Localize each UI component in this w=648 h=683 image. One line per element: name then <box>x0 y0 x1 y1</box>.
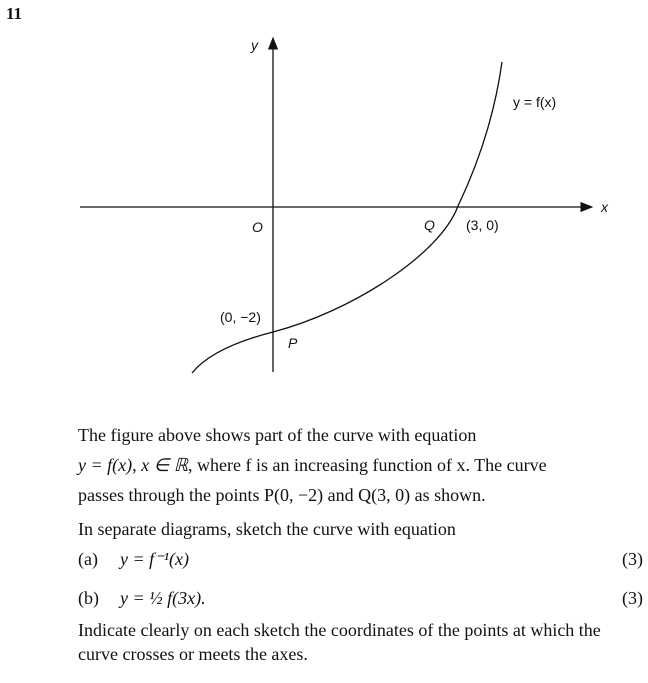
point-p-label: P <box>288 335 298 351</box>
part-a-expression: y = f⁻¹(x) <box>120 549 190 569</box>
part-a <box>78 544 643 574</box>
x-axis-label: x <box>601 199 608 215</box>
question-paragraph-3: Indicate clearly on each sketch the coordinates of the points at which the curve crosses or meets the axes. <box>78 620 601 664</box>
paragraph-1-line-2 <box>78 450 638 480</box>
origin-label: O <box>252 219 263 235</box>
question-paragraph-2: In separate diagrams, sketch the curve with equation <box>78 519 456 539</box>
part-a-marks: (3) <box>622 549 643 569</box>
point-q-coords: (3, 0) <box>466 217 499 233</box>
question-number: 11 <box>6 4 23 23</box>
y-axis-label: y <box>251 37 258 53</box>
point-q-label: Q <box>424 217 435 233</box>
curve-label: y = f(x) <box>513 94 557 110</box>
paragraph-1-line-1: The figure above shows part of the curve with equation <box>78 425 477 445</box>
part-b-marks: (3) <box>622 588 643 608</box>
part-b-label: (b) <box>78 588 99 608</box>
paragraph-1-line-2-text: , where f is an increasing function of x. The curve <box>188 455 547 475</box>
question-paragraph-1 <box>78 420 638 510</box>
equation-inline: y = f(x), x ∈ ℝ <box>78 455 189 475</box>
part-a-label: (a) <box>78 549 98 569</box>
part-b-expression: y = ½ f(3x). <box>120 588 206 608</box>
point-p-coords: (0, −2) <box>220 309 261 325</box>
curve-f <box>192 62 502 373</box>
paragraph-1-line-3: passes through the points P(0, −2) and Q(3, 0) as shown. <box>78 485 486 505</box>
part-b <box>78 583 643 613</box>
